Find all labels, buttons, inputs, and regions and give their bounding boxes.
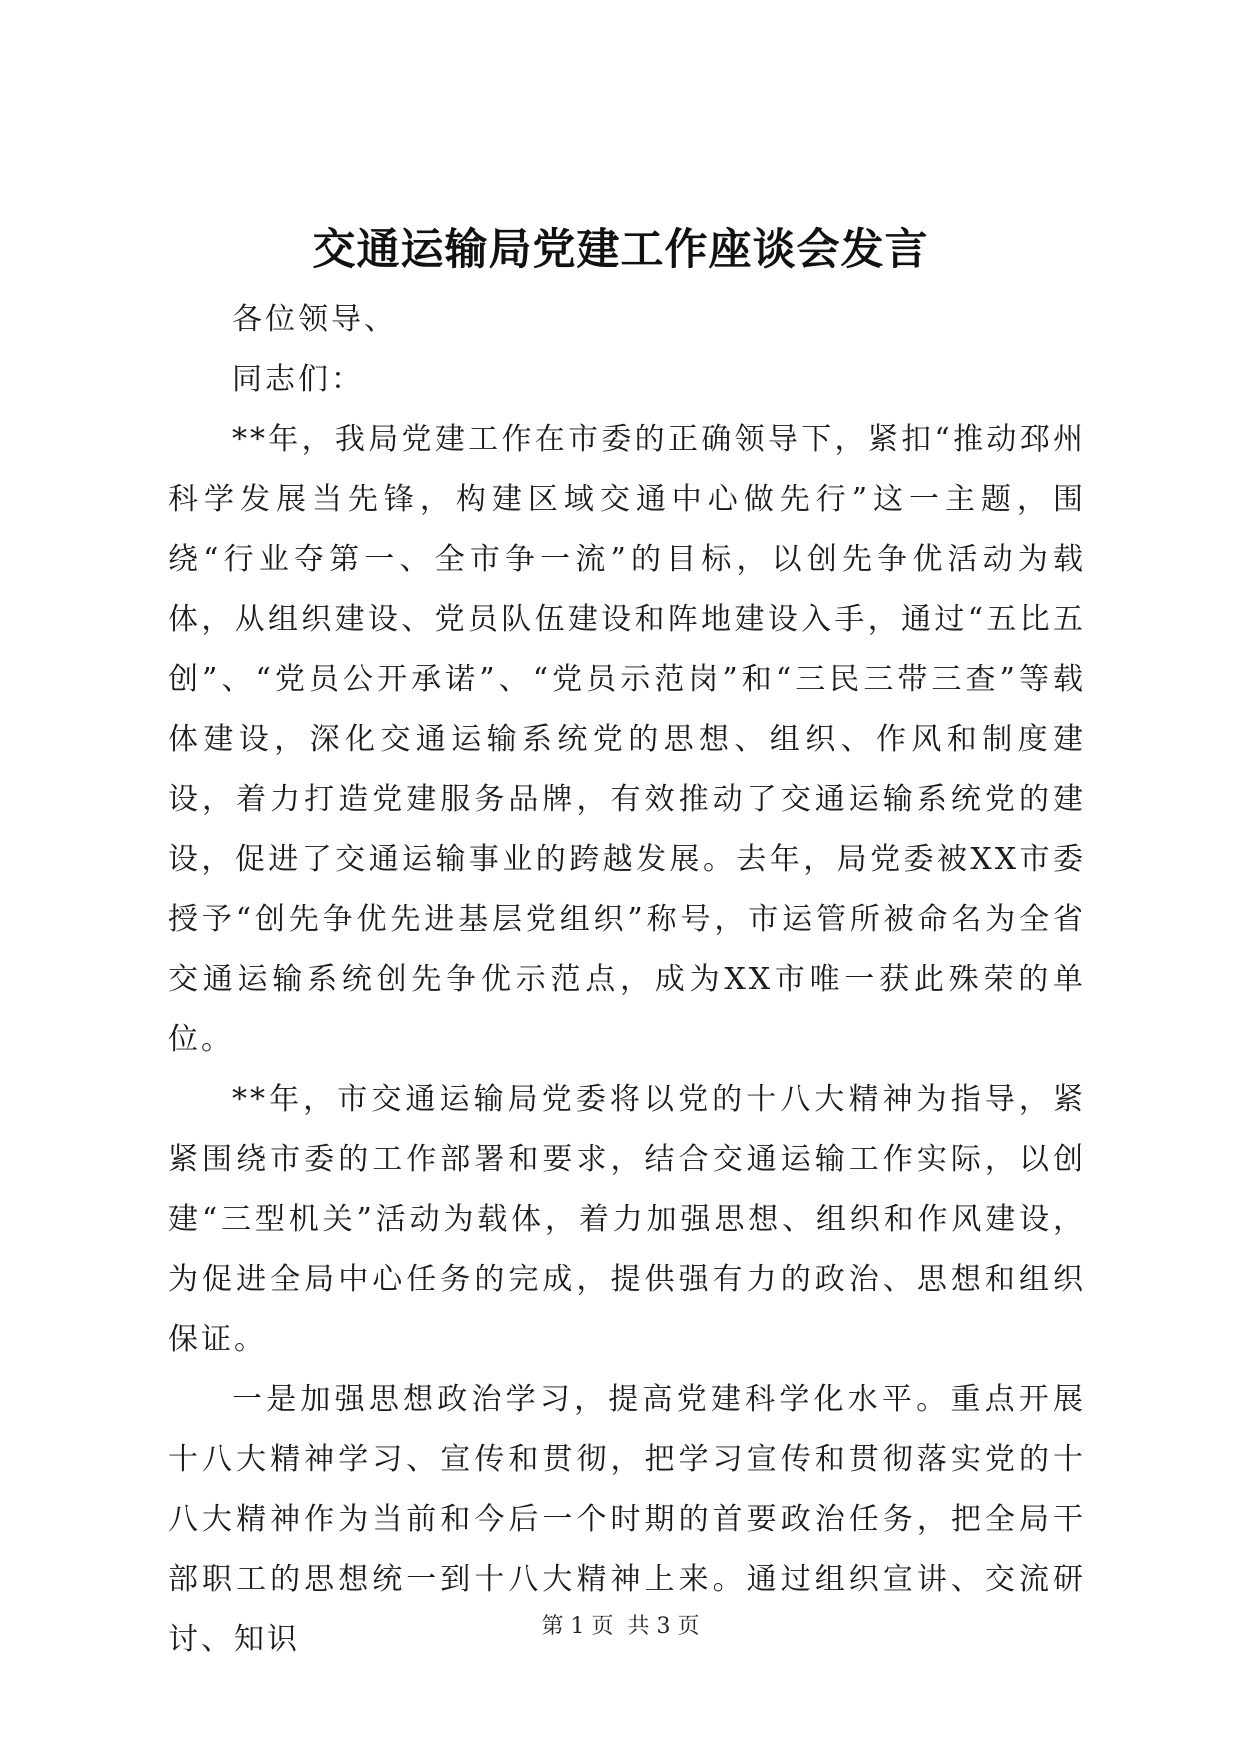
salutation-line-2: 同志们：	[232, 362, 364, 397]
body-paragraph: **年，市交通运输局党委将以党的十八大精神为指导，紧紧围绕市委的工作部署和要求，结合交通运输工作实际，以创建“三型机关”活动为载体，着力加强思想、组织和作风建设，为促进全局中心任务的完成，提供强有力的政治、思想和组织保证。	[168, 1082, 1086, 1357]
body-paragraph: 一是加强思想政治学习，提高党建科学化水平。重点开展十八大精神学习、宣传和贯彻，把学习宣传和贯彻落实党的十八大精神作为当前和今后一个时期的首要政治任务，把全局干部职工的思想统一到十八大精神上来。通过组织宣讲、交流研讨、知识	[168, 1382, 1086, 1657]
salutation-line-1: 各位领导、	[232, 302, 397, 337]
document-body	[168, 290, 1086, 1670]
page-footer	[0, 1612, 1241, 1642]
page-number: 第 1 页 共 3 页	[541, 1614, 700, 1639]
body-paragraph: **年，我局党建工作在市委的正确领导下，紧扣“推动邳州科学发展当先锋，构建区域交通中心做先行”这一主题，围绕“行业夺第一、全市争一流”的目标，以创先争优活动为载体，从组织建设、党员队伍建设和阵地建设入手，通过“五比五创”、“党员公开承诺”、“党员示范岗”和“三民三带三查”等载体建设，深化交通运输系统党的思想、组织、作风和制度建设，着力打造党建服务品牌，有效推动了交通运输系统党的建设，促进了交通运输事业的跨越发展。去年，局党委被XX市委授予“创先争优先进基层党组织”称号，市运管所被命名为全省交通运输系统创先争优示范点，成为XX市唯一获此殊荣的单位。	[168, 422, 1086, 1057]
document-title: 交通运输局党建工作座谈会发言	[312, 225, 929, 275]
